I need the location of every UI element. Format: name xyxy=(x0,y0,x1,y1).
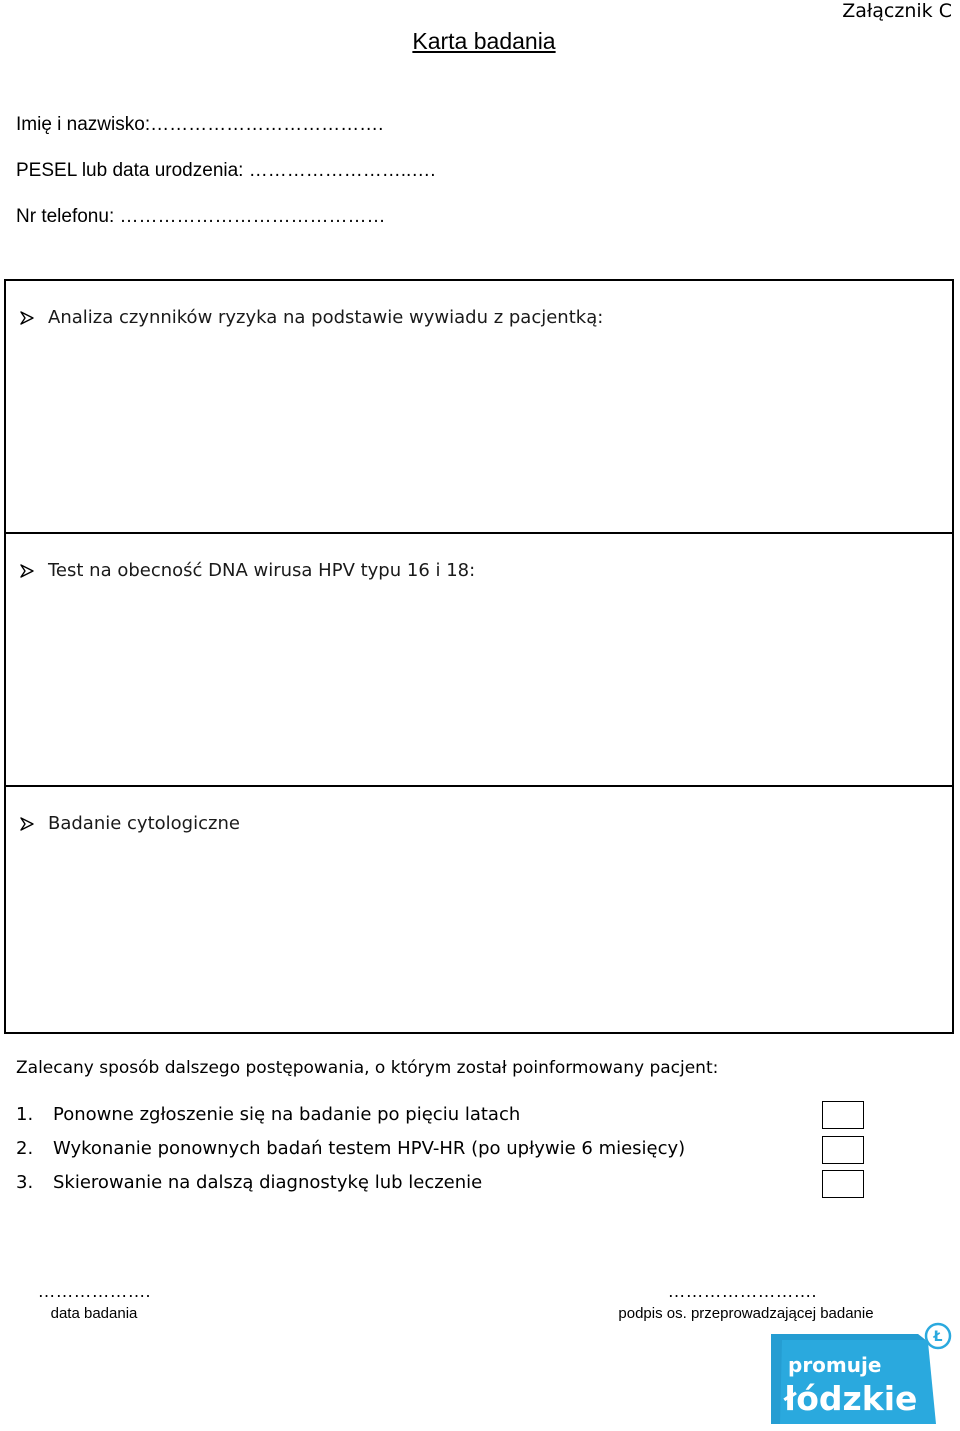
arrowhead-bullet-icon xyxy=(20,564,34,578)
logo-line1: promuje xyxy=(788,1353,882,1377)
section-risk-analysis[interactable] xyxy=(4,279,954,534)
option-3-checkbox[interactable] xyxy=(822,1170,864,1198)
option-number: 2. xyxy=(16,1138,34,1159)
arrowhead-bullet-icon xyxy=(20,311,34,325)
section-label: Test na obecność DNA wirusa HPV typu 16 i 18: xyxy=(48,560,476,581)
date-label: data badania xyxy=(50,1305,138,1322)
option-text: Ponowne zgłoszenie się na badanie po pięciu latach xyxy=(53,1104,521,1125)
phone-field: Nr telefonu: …………………………………… xyxy=(16,206,386,227)
option-number: 1. xyxy=(16,1104,34,1125)
name-field: Imię i nazwisko:………………………………. xyxy=(16,114,384,135)
section-heading xyxy=(20,813,240,834)
logo-line2: łódzkie xyxy=(784,1379,918,1418)
section-label: Badanie cytologiczne xyxy=(48,813,240,834)
option-row xyxy=(16,1138,685,1159)
recommendation-intro: Zalecany sposób dalszego postępowania, o którym został poinformowany pacjent: xyxy=(16,1058,719,1078)
section-label: Analiza czynników ryzyka na podstawie wywiadu z pacjentką: xyxy=(48,307,604,328)
signature-label: podpis os. przeprowadzającej badanie xyxy=(618,1305,874,1322)
option-1-checkbox[interactable] xyxy=(822,1101,864,1129)
pesel-field: PESEL lub data urodzenia: ……………………..…. xyxy=(16,160,436,181)
option-2-checkbox[interactable] xyxy=(822,1136,864,1164)
annex-label: Załącznik C xyxy=(842,0,952,22)
logo-graphic xyxy=(768,1320,952,1426)
signature-line: ……………………. xyxy=(667,1281,817,1301)
option-text: Wykonanie ponownych badań testem HPV-HR (po upływie 6 miesięcy) xyxy=(53,1138,686,1159)
section-heading xyxy=(20,307,603,328)
option-row xyxy=(16,1172,482,1193)
date-signature-line: ………………. xyxy=(37,1281,151,1301)
option-row xyxy=(16,1104,520,1125)
section-hpv-test[interactable] xyxy=(4,532,954,787)
section-cytology[interactable] xyxy=(4,785,954,1034)
option-number: 3. xyxy=(16,1172,34,1193)
promuje-lodzkie-logo xyxy=(768,1320,952,1426)
logo-badge: Ł xyxy=(933,1329,943,1345)
page-title: Karta badania xyxy=(412,28,556,54)
option-text: Skierowanie na dalszą diagnostykę lub leczenie xyxy=(53,1172,483,1193)
section-heading xyxy=(20,560,475,581)
arrowhead-bullet-icon xyxy=(20,817,34,831)
